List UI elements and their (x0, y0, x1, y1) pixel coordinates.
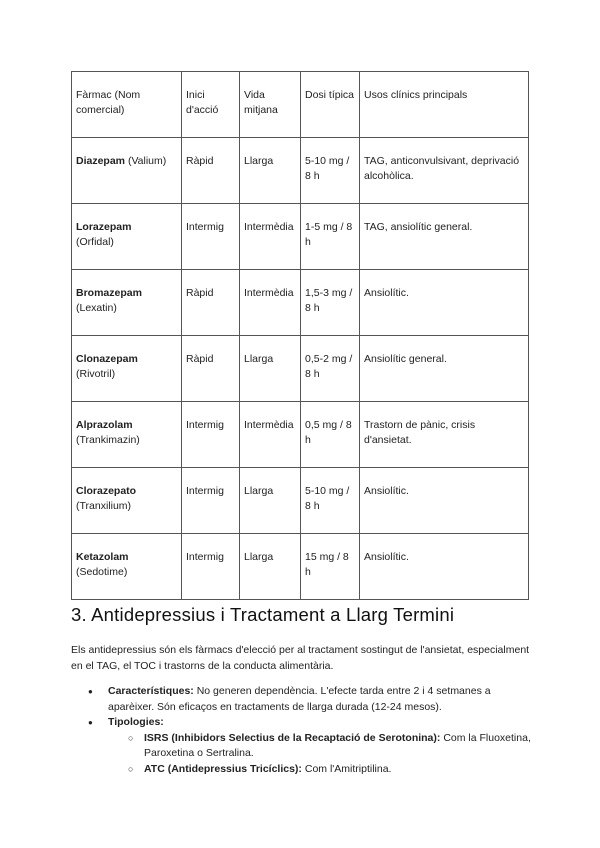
dose-cell: 15 mg / 8 h (301, 534, 360, 600)
half-life-cell: Llarga (240, 138, 301, 204)
table-row (72, 336, 529, 402)
onset-cell: Intermig (182, 468, 240, 534)
drug-brand: (Orfidal) (76, 236, 114, 248)
onset-cell: Intermig (182, 204, 240, 270)
drug-name: Diazepam (76, 155, 126, 167)
uses-cell: Ansiolític. (360, 534, 529, 600)
uses-cell: Ansiolític. (360, 468, 529, 534)
table-row (72, 204, 529, 270)
half-life-cell: Intermèdia (240, 270, 301, 336)
drug-brand: (Lexatin) (76, 302, 117, 314)
half-life-cell: Llarga (240, 534, 301, 600)
drug-name: Alprazolam (76, 419, 133, 431)
table-row (72, 138, 529, 204)
drug-cell (72, 204, 182, 270)
drug-brand: (Rivotril) (76, 368, 116, 380)
drug-cell (72, 468, 182, 534)
sub-list (108, 731, 531, 778)
header-dose: Dosi típica (301, 72, 360, 138)
types-label: Tipologies: (108, 716, 164, 728)
onset-cell: Intermig (182, 402, 240, 468)
header-uses: Usos clínics principals (360, 72, 529, 138)
drug-cell (72, 534, 182, 600)
dose-cell: 1-5 mg / 8 h (301, 204, 360, 270)
half-life-cell: Llarga (240, 468, 301, 534)
onset-cell: Ràpid (182, 270, 240, 336)
list-item-features (71, 684, 531, 715)
uses-cell: TAG, anticonvulsivant, deprivació alcohòlica. (360, 138, 529, 204)
benzodiazepine-table (71, 71, 529, 600)
drug-name: Ketazolam (76, 551, 129, 563)
dose-cell: 5-10 mg / 8 h (301, 138, 360, 204)
uses-cell: TAG, ansiolític general. (360, 204, 529, 270)
table-row (72, 534, 529, 600)
onset-cell: Ràpid (182, 138, 240, 204)
drug-name: Clonazepam (76, 353, 138, 365)
list-item-types (71, 715, 531, 777)
uses-cell: Ansiolític. (360, 270, 529, 336)
drug-name: Clorazepato (76, 485, 137, 497)
uses-cell: Trastorn de pànic, crisis d'ansietat. (360, 402, 529, 468)
drug-brand: (Valium) (127, 155, 167, 167)
half-life-cell: Intermèdia (240, 204, 301, 270)
drug-name: Lorazepam (76, 221, 132, 233)
bullet-list (71, 684, 531, 777)
atc-label: ATC (Antidepressius Tricíclics): (144, 762, 302, 775)
table-row (72, 402, 529, 468)
onset-cell: Intermig (182, 534, 240, 600)
drug-name: Bromazepam (76, 287, 142, 299)
header-half-life: Vida mitjana (240, 72, 301, 138)
table-header-row (72, 72, 529, 138)
dose-cell: 0,5 mg / 8 h (301, 402, 360, 468)
header-onset: Inici d'acció (182, 72, 240, 138)
atc-text: Com l'Amitriptilina. (301, 762, 392, 775)
sub-item-atc (108, 762, 531, 778)
half-life-cell: Llarga (240, 336, 301, 402)
drug-cell (72, 270, 182, 336)
drug-cell (72, 138, 182, 204)
isrs-text: Com la Fluoxetina, Paroxetina o Sertralina. (144, 731, 531, 759)
header-drug: Fàrmac (Nom comercial) (72, 72, 182, 138)
isrs-label: ISRS (Inhibidors Selectius de la Recaptació de Serotonina): (144, 731, 441, 744)
drug-brand: (Sedotime) (76, 566, 128, 578)
drug-brand: (Trankimazin) (76, 434, 140, 446)
features-text: No generen dependència. L'efecte tarda entre 2 i 4 setmanes a aparèixer. Són eficaços en tractaments de llarga durada (12-24 mesos). (108, 685, 491, 713)
dose-cell: 0,5-2 mg / 8 h (301, 336, 360, 402)
dose-cell: 5-10 mg / 8 h (301, 468, 360, 534)
features-label: Característiques: (108, 685, 194, 697)
intro-paragraph: Els antidepressius són els fàrmacs d'elecció per al tractament sostingut de l'ansietat, especialment en el TAG, el TOC i trastorns de la conducta alimentària. (71, 644, 530, 672)
drug-cell (72, 336, 182, 402)
uses-cell: Ansiolític general. (360, 336, 529, 402)
section-heading: 3. Antidepressius i Tractament a Llarg Termini (71, 604, 455, 625)
drug-cell (72, 402, 182, 468)
dose-cell: 1,5-3 mg / 8 h (301, 270, 360, 336)
half-life-cell: Intermèdia (240, 402, 301, 468)
sub-item-isrs (108, 731, 531, 762)
onset-cell: Ràpid (182, 336, 240, 402)
table-row (72, 270, 529, 336)
drug-brand: (Tranxilium) (76, 500, 132, 512)
table-row (72, 468, 529, 534)
